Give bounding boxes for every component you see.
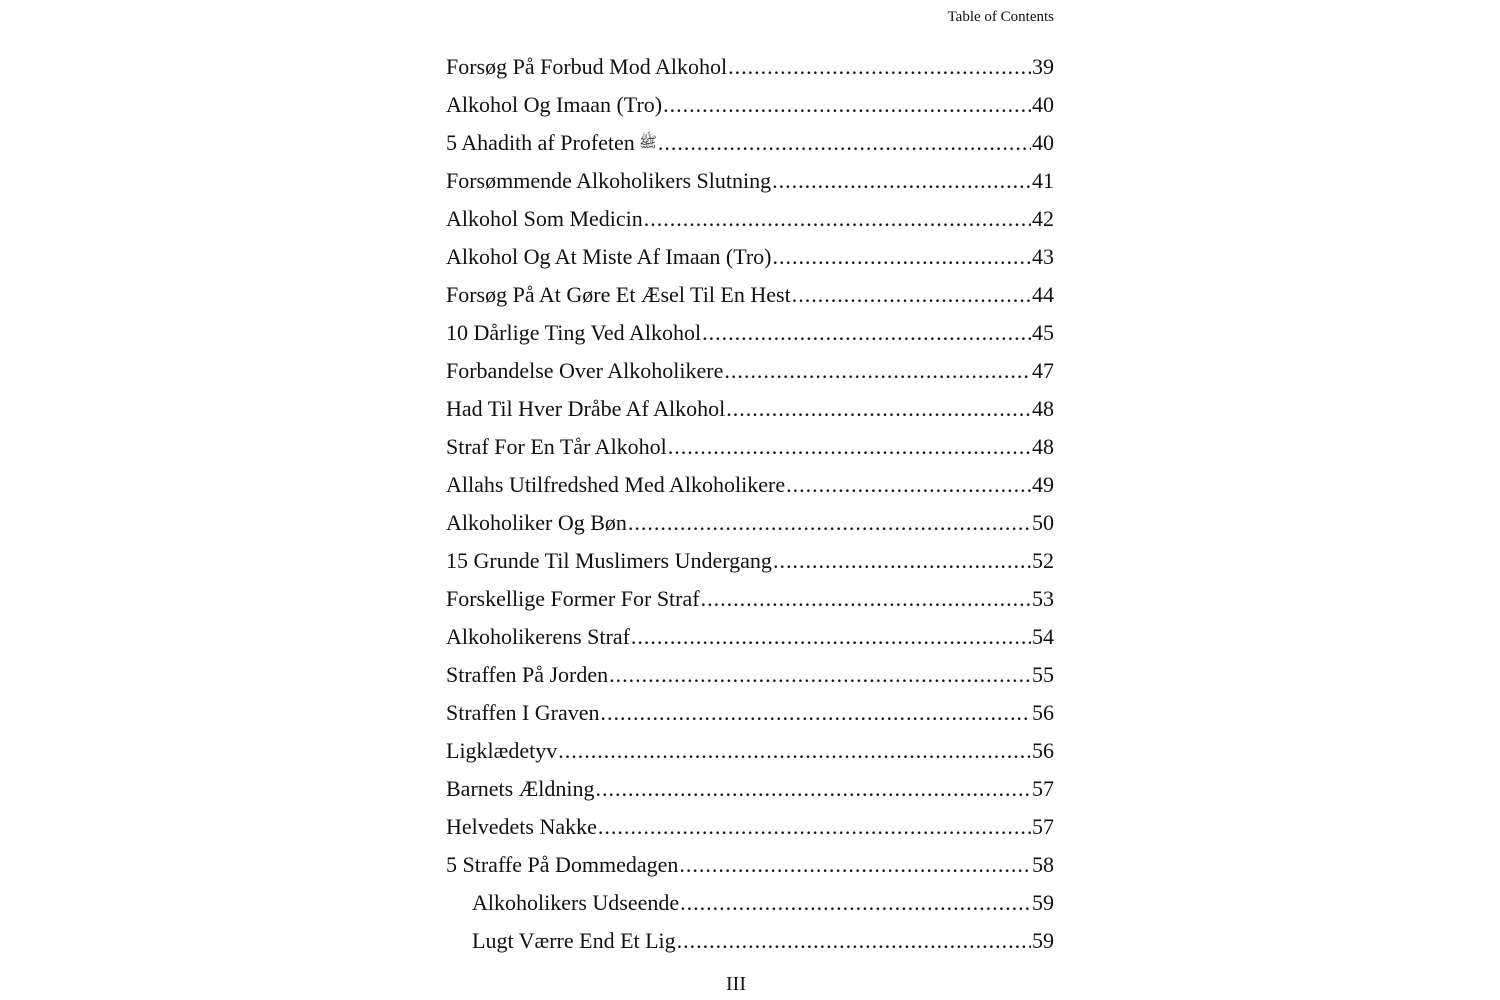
- toc-entry: [446, 542, 1054, 580]
- toc-entry-page: 57: [1032, 814, 1054, 839]
- toc-entry-page: 44: [1032, 282, 1054, 307]
- toc-entry-page: 54: [1032, 624, 1054, 649]
- toc-entry-page: 55: [1032, 662, 1054, 687]
- toc-entry-page: 45: [1032, 320, 1054, 345]
- toc-entry-page: 56: [1032, 700, 1054, 725]
- toc-entry-title: [446, 656, 608, 694]
- toc-entry-page: 48: [1032, 434, 1054, 459]
- toc-entry: [446, 352, 1054, 390]
- toc-entry-title-text: Straffen På Jorden: [446, 662, 609, 687]
- toc-entry: [446, 884, 1054, 922]
- dot-leader: [631, 618, 1031, 656]
- toc-entry-title-text: 15 Grunde Til Muslimers Undergang: [446, 548, 772, 573]
- toc-entry-title: [446, 808, 597, 846]
- dot-leader: [679, 846, 1031, 884]
- dot-leader: [598, 808, 1031, 846]
- toc-entry-title: [446, 504, 627, 542]
- toc-entry: [446, 124, 1054, 162]
- toc-entry-page: 43: [1032, 244, 1054, 269]
- toc-entry-title-text: Alkoholikers Udseende: [472, 890, 680, 915]
- toc-entry-title: [446, 314, 701, 352]
- page-number: III: [726, 973, 746, 995]
- toc-entry-title: [446, 390, 725, 428]
- dot-leader: [644, 200, 1031, 238]
- toc-entry: [446, 428, 1054, 466]
- dot-leader: [701, 580, 1031, 618]
- dot-leader: [772, 162, 1031, 200]
- dot-leader: [677, 922, 1031, 960]
- toc-entry-title: [446, 276, 791, 314]
- toc-entry-title: [446, 48, 727, 86]
- toc-entry: [446, 314, 1054, 352]
- toc-entry-title: [446, 124, 657, 165]
- dot-leader: [558, 732, 1031, 770]
- toc-entry-title-text: Lugt Værre End Et Lig: [472, 928, 676, 953]
- toc-entry-title: [446, 694, 600, 732]
- toc-entry: [446, 276, 1054, 314]
- toc-entry: [446, 580, 1054, 618]
- dot-leader: [609, 656, 1031, 694]
- toc-entry-page: 41: [1032, 168, 1054, 193]
- toc-entry: [446, 86, 1054, 124]
- toc-entry-title: [446, 732, 557, 770]
- toc-entry-title-text: Alkohol Som Medicin: [446, 206, 643, 231]
- toc-entry: [446, 390, 1054, 428]
- toc-entry-title: [446, 542, 772, 580]
- toc-entry: [446, 656, 1054, 694]
- dot-leader: [726, 390, 1031, 428]
- toc-entry-title: [446, 428, 667, 466]
- toc-entry: [446, 694, 1054, 732]
- dot-leader: [601, 694, 1031, 732]
- toc-entry-page: 48: [1032, 396, 1054, 421]
- toc-entry-title: [446, 200, 643, 238]
- toc-entry-title-text: Barnets Ældning: [446, 776, 595, 801]
- toc-entry: [446, 200, 1054, 238]
- dot-leader: [792, 276, 1031, 314]
- toc-entry-page: 39: [1032, 54, 1054, 79]
- toc-entry: [446, 808, 1054, 846]
- toc-entry-title: [446, 580, 700, 618]
- honorific-glyph: ﷺ: [638, 135, 657, 151]
- toc-entry-title-text: Forskellige Former For Straf: [446, 586, 700, 611]
- toc-entry-title-text: Had Til Hver Dråbe Af Alkohol: [446, 396, 726, 421]
- toc-entry-page: 59: [1032, 890, 1054, 915]
- dot-leader: [773, 238, 1031, 276]
- dot-leader: [702, 314, 1031, 352]
- toc-entry-title-text: Alkohol Og Imaan (Tro): [446, 92, 663, 117]
- toc-entry-page: 50: [1032, 510, 1054, 535]
- toc-entry-page: 40: [1032, 130, 1054, 155]
- dot-leader: [663, 86, 1031, 124]
- toc-entry-title-text: Alkohol Og At Miste Af Imaan (Tro): [446, 244, 772, 269]
- toc-entry-page: 52: [1032, 548, 1054, 573]
- toc-entry-title: [472, 884, 679, 922]
- dot-leader: [668, 428, 1031, 466]
- toc-entry-page: 57: [1032, 776, 1054, 801]
- toc-entry-title: [446, 770, 595, 808]
- toc-entry-title-text: Straf For En Tår Alkohol: [446, 434, 667, 459]
- toc-entry-page: 42: [1032, 206, 1054, 231]
- running-header: Table of Contents: [947, 9, 1054, 25]
- dot-leader: [628, 504, 1031, 542]
- toc-entry-title: [472, 922, 676, 960]
- toc-entry: [446, 922, 1054, 960]
- toc-entry-title: [446, 846, 678, 884]
- toc-entry-title-text: Ligklædetyv: [446, 738, 558, 763]
- toc-entry-title-text: Helvedets Nakke: [446, 814, 597, 839]
- toc-entry: [446, 504, 1054, 542]
- toc-entry-title-text: 5 Ahadith af Profeten: [446, 130, 635, 155]
- toc-entry: [446, 238, 1054, 276]
- dot-leader: [728, 48, 1031, 86]
- toc-entry-title: [446, 466, 785, 504]
- toc-entry-title: [446, 86, 662, 124]
- toc-entry: [446, 466, 1054, 504]
- toc-entry-title: [446, 238, 772, 276]
- toc-entry-title-text: Straffen I Graven: [446, 700, 600, 725]
- toc-entry-title: [446, 352, 723, 390]
- toc-entry-title-text: Forsømmende Alkoholikers Slutning: [446, 168, 772, 193]
- toc-entry-page: 59: [1032, 928, 1054, 953]
- toc-entry: [446, 48, 1054, 86]
- dot-leader: [786, 466, 1031, 504]
- toc-entry-page: 56: [1032, 738, 1054, 763]
- toc-entry-page: 58: [1032, 852, 1054, 877]
- toc-entry: [446, 846, 1054, 884]
- dot-leader: [596, 770, 1032, 808]
- dot-leader: [724, 352, 1031, 390]
- toc-entry: [446, 618, 1054, 656]
- dot-leader: [680, 884, 1031, 922]
- dot-leader: [658, 124, 1031, 162]
- dot-leader: [773, 542, 1031, 580]
- toc-entry-page: 40: [1032, 92, 1054, 117]
- toc-entry-title-text: Alkoholiker Og Bøn: [446, 510, 627, 535]
- toc-entry-title-text: Alkoholikerens Straf: [446, 624, 630, 649]
- toc-entry-title-text: Allahs Utilfredshed Med Alkoholikere: [446, 472, 786, 497]
- toc-entry-title-text: Forsøg På Forbud Mod Alkohol: [446, 54, 728, 79]
- toc-entry: [446, 770, 1054, 808]
- toc-entry: [446, 162, 1054, 200]
- toc-entry-title: [446, 618, 630, 656]
- toc-entry-title-text: Forbandelse Over Alkoholikere: [446, 358, 724, 383]
- toc-entry-page: 49: [1032, 472, 1054, 497]
- toc-entry-title-text: Forsøg På At Gøre Et Æsel Til En Hest: [446, 282, 791, 307]
- toc-entry: [446, 732, 1054, 770]
- table-of-contents: [446, 48, 1054, 960]
- toc-entry-title-text: 10 Dårlige Ting Ved Alkohol: [446, 320, 702, 345]
- toc-entry-page: 53: [1032, 586, 1054, 611]
- toc-entry-title-text: 5 Straffe På Dommedagen: [446, 852, 679, 877]
- toc-entry-title: [446, 162, 771, 200]
- toc-entry-page: 47: [1032, 358, 1054, 383]
